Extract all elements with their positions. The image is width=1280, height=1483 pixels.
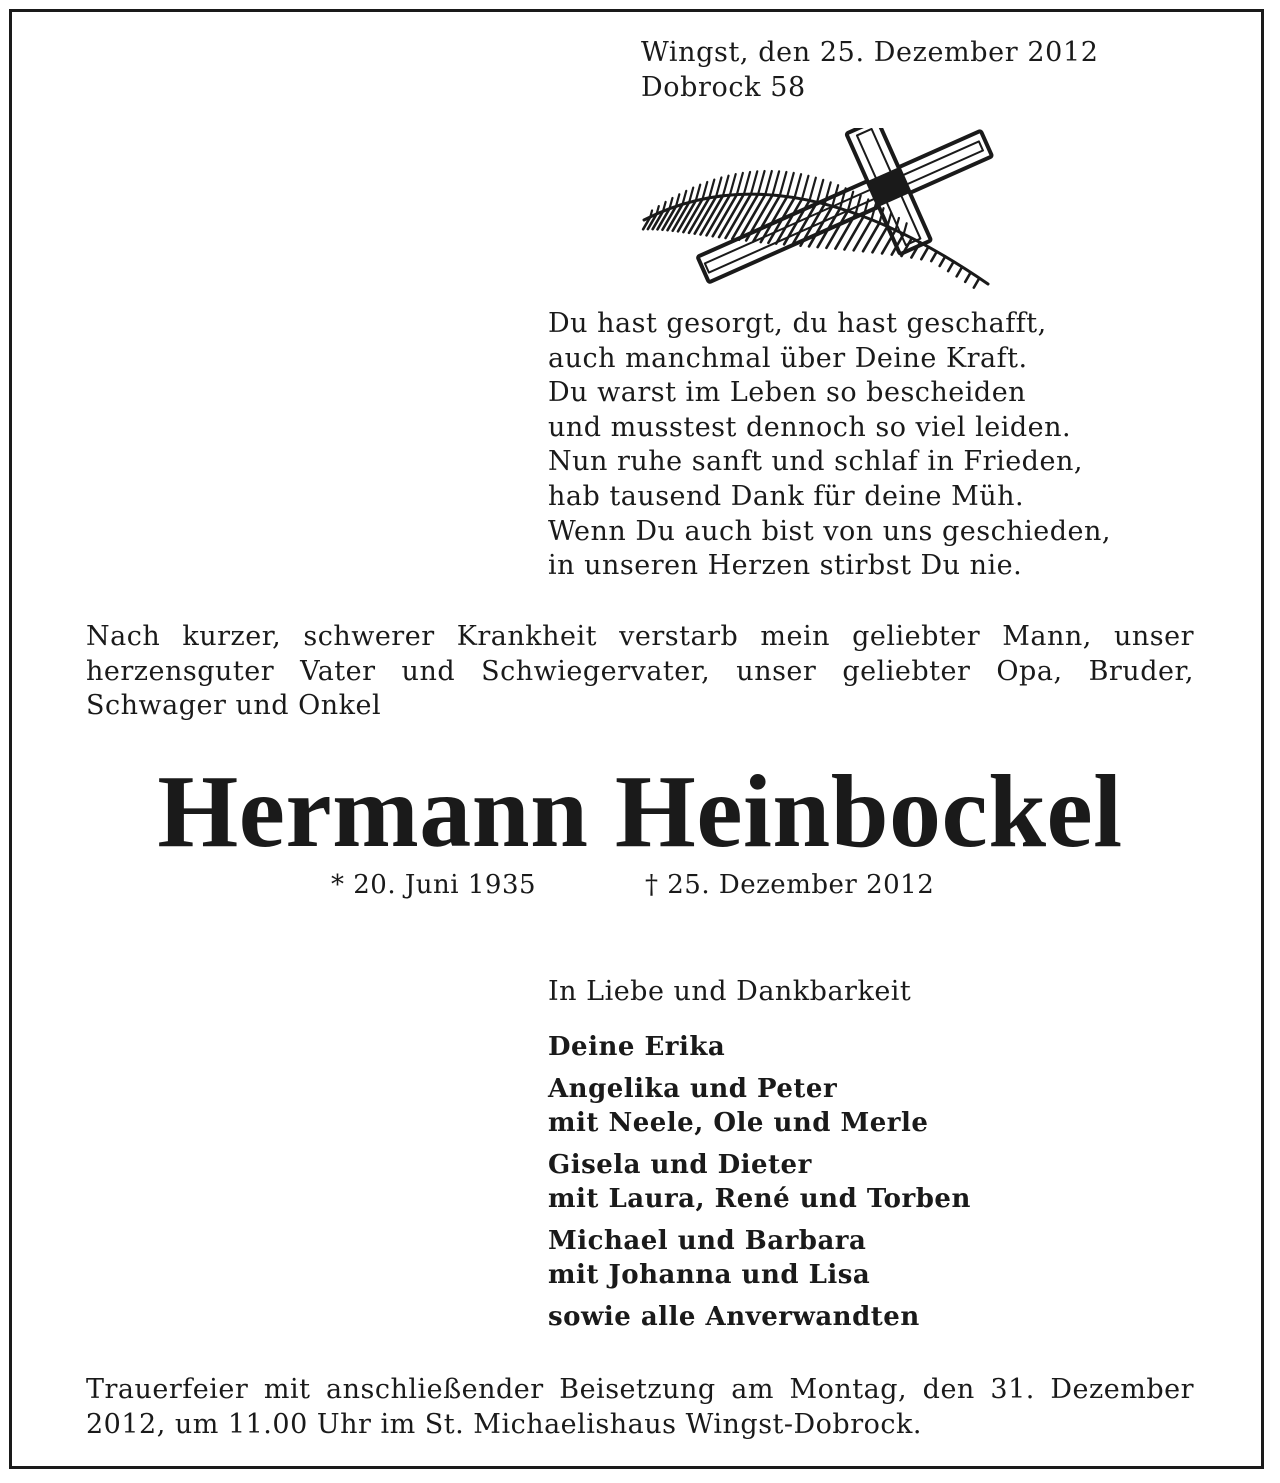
signer-line: Angelika und Peter — [548, 1073, 838, 1104]
signer-line: sowie alle Anverwandten — [548, 1301, 920, 1332]
poem-line: hab tausend Dank für deine Müh. — [548, 480, 1025, 512]
poem-line: Du warst im Leben so bescheiden — [548, 377, 1027, 409]
signer-line: mit Johanna und Lisa — [548, 1260, 871, 1290]
signer-group — [548, 1300, 971, 1335]
signer-line: Gisela und Dieter — [548, 1149, 812, 1180]
signer-group — [548, 1030, 971, 1065]
signer-group — [548, 1224, 971, 1293]
poem-line: Wenn Du auch bist von uns geschieden, — [548, 515, 1111, 547]
funeral-info: Trauerfeier mit anschließender Beisetzung am Montag, den 31. Dezember 2012, um 11.00 Uhr im St. Michaelishaus Wingst-Dobrock. — [86, 1374, 1194, 1440]
signers — [548, 1030, 971, 1341]
poem-line: auch manchmal über Deine Kraft. — [548, 342, 1028, 374]
signer-line: mit Laura, René und Torben — [548, 1184, 971, 1214]
closing-phrase: In Liebe und Dankbarkeit — [548, 976, 912, 1007]
poem-line: Nun ruhe sanft und schlaf in Frieden, — [548, 446, 1083, 478]
notice-header — [641, 35, 1099, 105]
birth-date: * 20. Juni 1935 — [331, 870, 537, 900]
place-date: Wingst, den 25. Dezember 2012 — [641, 37, 1099, 68]
address: Dobrock 58 — [641, 72, 806, 103]
intro-text: Nach kurzer, schwerer Krankheit verstarb mein geliebter Mann, unser herzensguter Vater und Schwiegervater, unser geliebter Opa, Bruder, Schwager und Onkel — [86, 621, 1194, 721]
signer-line: mit Neele, Ole und Merle — [548, 1108, 929, 1138]
cross-with-palm-frond-icon — [638, 128, 1000, 290]
death-date: † 25. Dezember 2012 — [645, 870, 935, 900]
signer-line: Deine Erika — [548, 1032, 726, 1062]
poem-line: in unseren Herzen stirbst Du nie. — [548, 550, 1023, 582]
deceased-name: Hermann Heinbockel — [157, 754, 1123, 869]
poem — [548, 307, 1111, 584]
poem-line: und musstest dennoch so viel leiden. — [548, 411, 1072, 443]
poem-line: Du hast gesorgt, du hast geschafft, — [548, 308, 1047, 339]
signer-line: Michael und Barbara — [548, 1225, 867, 1256]
signer-group — [548, 1072, 971, 1141]
signer-group — [548, 1148, 971, 1217]
